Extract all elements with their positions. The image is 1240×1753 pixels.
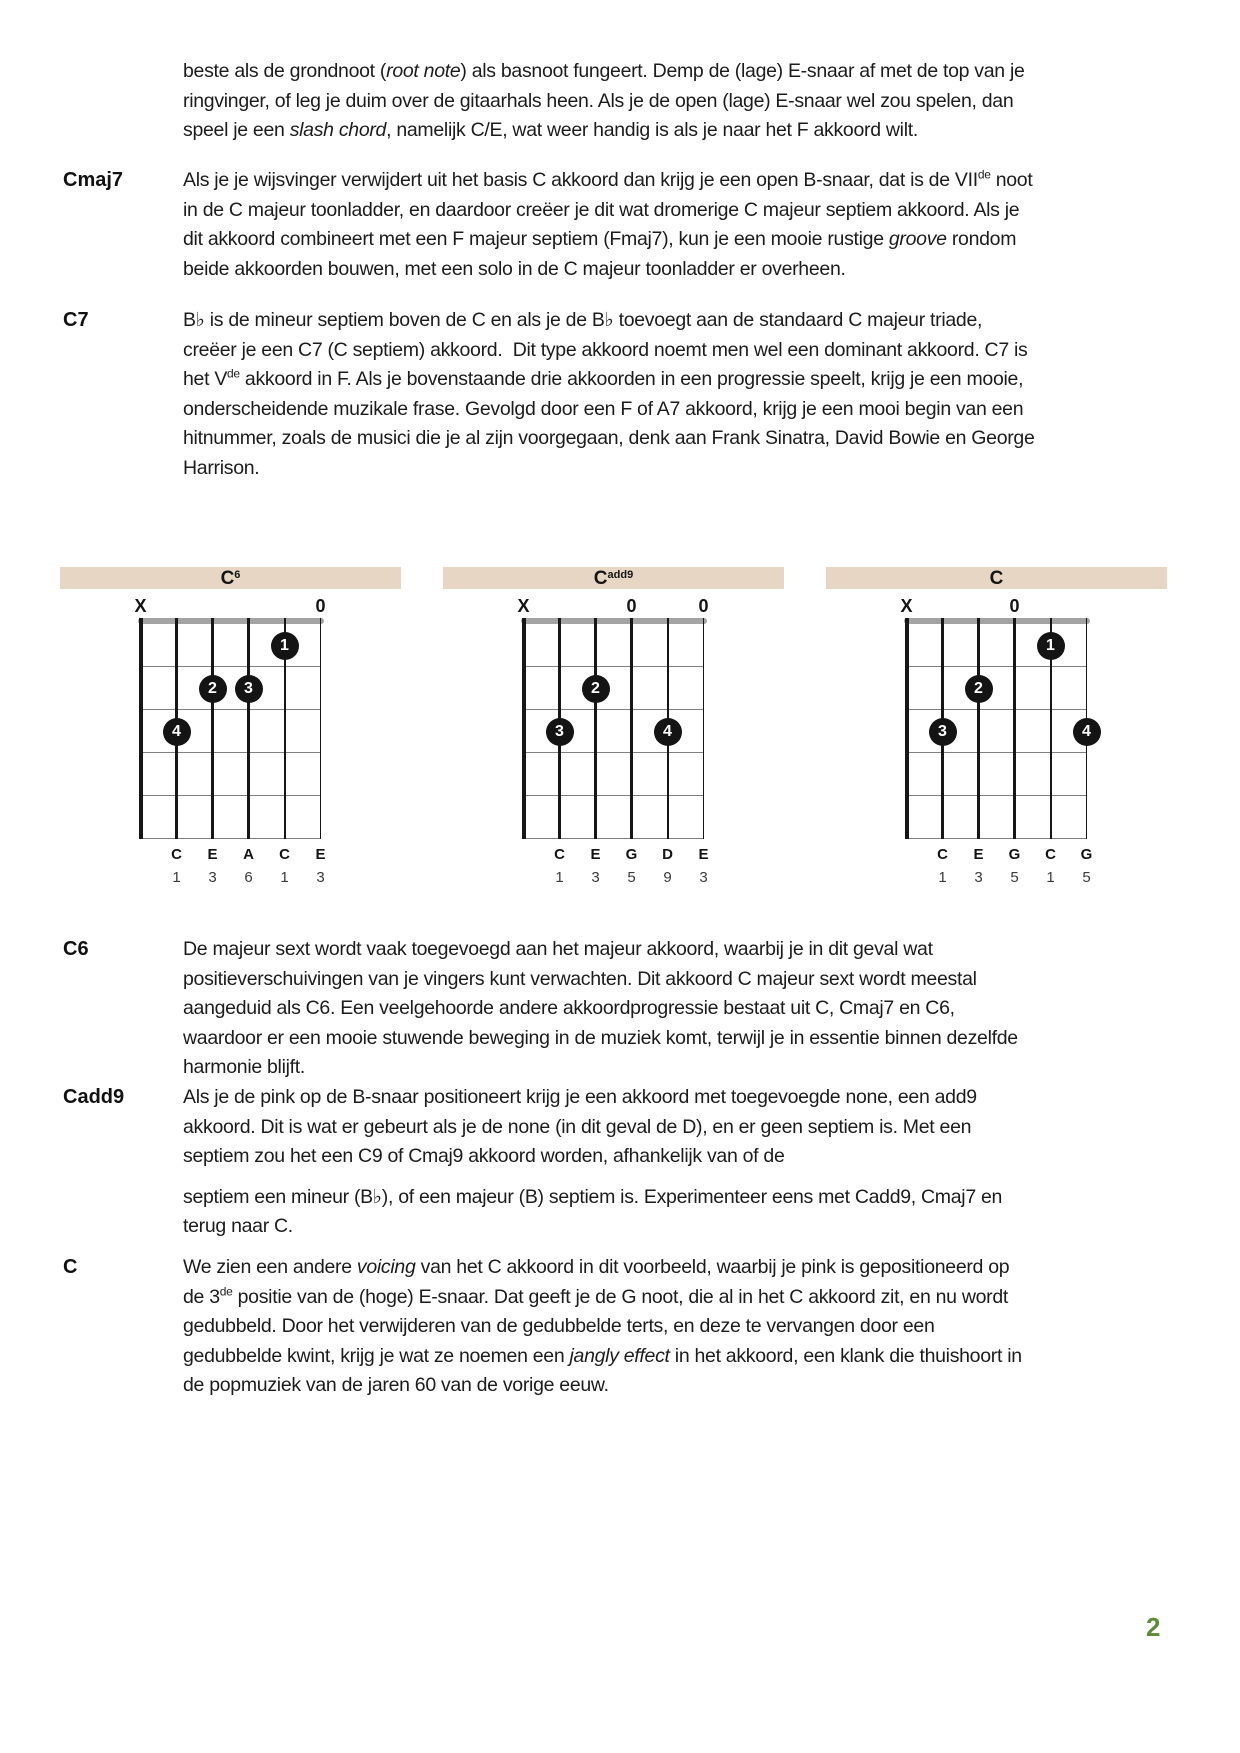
paragraph-text: septiem een mineur (B♭), of een majeur (B) septiem is. Experimenteer eens met Cadd9, Cmaj7 en terug naar C. [183, 1185, 1003, 1237]
string-line [522, 618, 526, 839]
chord-label-cadd9: Cadd9 [63, 1086, 125, 1108]
scale-degree: 5 [1010, 869, 1019, 886]
scale-degree: 1 [938, 869, 947, 886]
chord-label-cmaj7: Cmaj7 [63, 169, 124, 191]
fret-line [141, 795, 321, 796]
paragraph-row-c6 [0, 935, 1240, 1083]
scale-degree: 1 [555, 869, 564, 886]
paragraph-row-cadd9 [0, 1083, 1240, 1242]
string-line [247, 618, 250, 839]
paragraph-text: De majeur sext wordt vaak toegevoegd aan het majeur akkoord, waarbij je in dit geval wat positieverschuivingen van je vingers kunt verwachten. Dit akkoord C majeur sext wordt meestal aangeduid als C6. Een veelgehoorde andere akkoordprogressie bestaat uit C, Cmaj7 en C6, waardoor er een mooie stuwende beweging in de muziek komt, terwijl je in essentie binnen dezelfde harmonie blijft. [183, 938, 1018, 1078]
scale-degree: 5 [627, 869, 636, 886]
chord-label-c6: C6 [63, 938, 89, 960]
muted-string-marker: X [134, 596, 147, 616]
finger-dot: 1 [271, 632, 299, 660]
fret-line [524, 795, 704, 796]
finger-dot: 4 [163, 718, 191, 746]
string-line [977, 618, 980, 839]
chord-name: C [593, 568, 608, 589]
scale-degree: 6 [244, 869, 253, 886]
finger-dot: 3 [929, 718, 957, 746]
string-line [1013, 618, 1016, 839]
muted-string-marker: X [900, 596, 913, 616]
note-letter: G [1080, 846, 1093, 863]
chord-name: C [220, 568, 235, 589]
paragraph-row-cmaj7 [0, 166, 1240, 284]
string-line [211, 618, 214, 839]
string-line [905, 618, 909, 839]
open-string-marker: 0 [698, 596, 709, 616]
chord-title-bar [443, 567, 784, 589]
chord-label-c7: C7 [63, 309, 89, 331]
paragraph-row-c7 [0, 306, 1240, 483]
scale-degree: 3 [974, 869, 983, 886]
finger-dot: 3 [235, 675, 263, 703]
nut-bar [521, 618, 707, 624]
fret-line [141, 709, 321, 710]
fret-line [907, 709, 1087, 710]
note-letter: C [171, 846, 182, 863]
nut-bar [138, 618, 324, 624]
chord-name-suffix: add9 [607, 569, 634, 581]
note-letter: E [315, 846, 326, 863]
fret-line [907, 752, 1087, 753]
string-line [594, 618, 597, 839]
scale-degree: 9 [663, 869, 672, 886]
paragraph-text: beste als de grondnoot (root note) als basnoot fungeert. Demp de (lage) E-snaar af met de top van je ringvinger, of leg je duim over de gitaarhals heen. Als je de open (lage) E-snaar wel zou spelen, dan speel je een slash chord, namelijk C/E, wat weer handig is als je naar het F akkoord wilt. [183, 60, 1025, 141]
fret-line [141, 838, 321, 839]
paragraph-text: Als je je wijsvinger verwijdert uit het basis C akkoord dan krijg je een open B-snaar, dat is de VIIde noot in de C majeur toonladder, en daardoor creëer je dit wat dromerige C majeur septiem akkoord. Als je dit akkoord combineert met een F majeur septiem (Fmaj7), kun je een mooie rustige groove rondom beide akkoorden bouwen, met een solo in de C majeur toonladder er overheen. [183, 167, 1033, 280]
note-letter: E [698, 846, 709, 863]
note-letter: C [1045, 846, 1056, 863]
chord-diagram-c [826, 567, 1167, 897]
finger-dot: 4 [1073, 718, 1101, 746]
scale-degree: 3 [208, 869, 217, 886]
string-line [703, 618, 705, 839]
nut-bar [904, 618, 1090, 624]
scale-degree: 3 [699, 869, 708, 886]
fret-line [524, 666, 704, 667]
finger-dot: 4 [654, 718, 682, 746]
fret-line [141, 666, 321, 667]
scale-degree: 3 [591, 869, 600, 886]
note-letter: E [207, 846, 218, 863]
note-letter: C [554, 846, 565, 863]
note-letter: C [279, 846, 290, 863]
finger-dot: 3 [546, 718, 574, 746]
note-letter: G [625, 846, 638, 863]
fret-line [141, 752, 321, 753]
string-line [630, 618, 633, 839]
chord-label-c: C [63, 1256, 78, 1278]
note-letter: G [1008, 846, 1021, 863]
muted-string-marker: X [517, 596, 530, 616]
scale-degree: 1 [172, 869, 181, 886]
fret-line [524, 838, 704, 839]
finger-dot: 2 [199, 675, 227, 703]
fret-line [907, 838, 1087, 839]
chord-name-suffix: 6 [234, 569, 241, 581]
fret-line [907, 795, 1087, 796]
scale-degree: 3 [316, 869, 325, 886]
open-string-marker: 0 [315, 596, 326, 616]
chord-diagram-cadd9 [443, 567, 784, 897]
open-string-marker: 0 [626, 596, 637, 616]
page-number: 2 [1146, 1612, 1161, 1642]
note-letter: E [590, 846, 601, 863]
fret-line [524, 709, 704, 710]
string-line [139, 618, 143, 839]
chord-name: C [989, 568, 1004, 589]
finger-dot: 1 [1037, 632, 1065, 660]
finger-dot: 2 [965, 675, 993, 703]
chord-title-bar [826, 567, 1167, 589]
paragraph-row-intro [0, 57, 1240, 146]
scale-degree: 5 [1082, 869, 1091, 886]
paragraph-text: Als je de pink op de B-snaar positioneert krijg je een akkoord met toegevoegde none, een add9 akkoord. Dit is wat er gebeurt als je de none (in dit geval de D), en er geen septiem is. Met een septiem zou het een C9 of Cmaj9 akkoord worden, afhankelijk van of de [183, 1086, 977, 1167]
chord-title-bar [60, 567, 401, 589]
note-letter: E [973, 846, 984, 863]
string-line [320, 618, 322, 839]
finger-dot: 2 [582, 675, 610, 703]
paragraph-row-c [0, 1253, 1240, 1401]
fret-line [907, 666, 1087, 667]
paragraph-text: We zien een andere voicing van het C akkoord in dit voorbeeld, waarbij je pink is gepositioneerd op de 3de positie van de (hoge) E-snaar. Dat geeft je de G noot, die al in het C akkoord zit, en nu wordt gedubbeld. Door het verwijderen van de gedubbelde terts, en deze te vervangen door een gedubbelde kwint, krijg je wat ze noemen een jangly effect in het akkoord, een klank die thuishoort in de popmuziek van de jaren 60 van de vorige eeuw. [183, 1256, 1022, 1396]
scale-degree: 1 [1046, 869, 1055, 886]
fret-line [524, 752, 704, 753]
note-letter: A [243, 846, 254, 863]
open-string-marker: 0 [1009, 596, 1020, 616]
scale-degree: 1 [280, 869, 289, 886]
note-letter: D [662, 846, 673, 863]
note-letter: C [937, 846, 948, 863]
chord-diagram-c6 [60, 567, 401, 897]
paragraph-text: B♭ is de mineur septiem boven de C en als je de B♭ toevoegt aan de standaard C majeur triade, creëer je een C7 (C septiem) akkoord. Dit type akkoord noemt men wel een dominant akkoord. C7 is het Vde akkoord in F. Als je bovenstaande drie akkoorden in een progressie speelt, krijg je een mooie, onderscheidende muzikale frase. Gevolgd door een F of A7 akkoord, krijg je een mooi begin van een hitnummer, zoals de musici die je al zijn voorgegaan, denk aan Frank Sinatra, David Bowie en George Harrison. [183, 309, 1035, 479]
